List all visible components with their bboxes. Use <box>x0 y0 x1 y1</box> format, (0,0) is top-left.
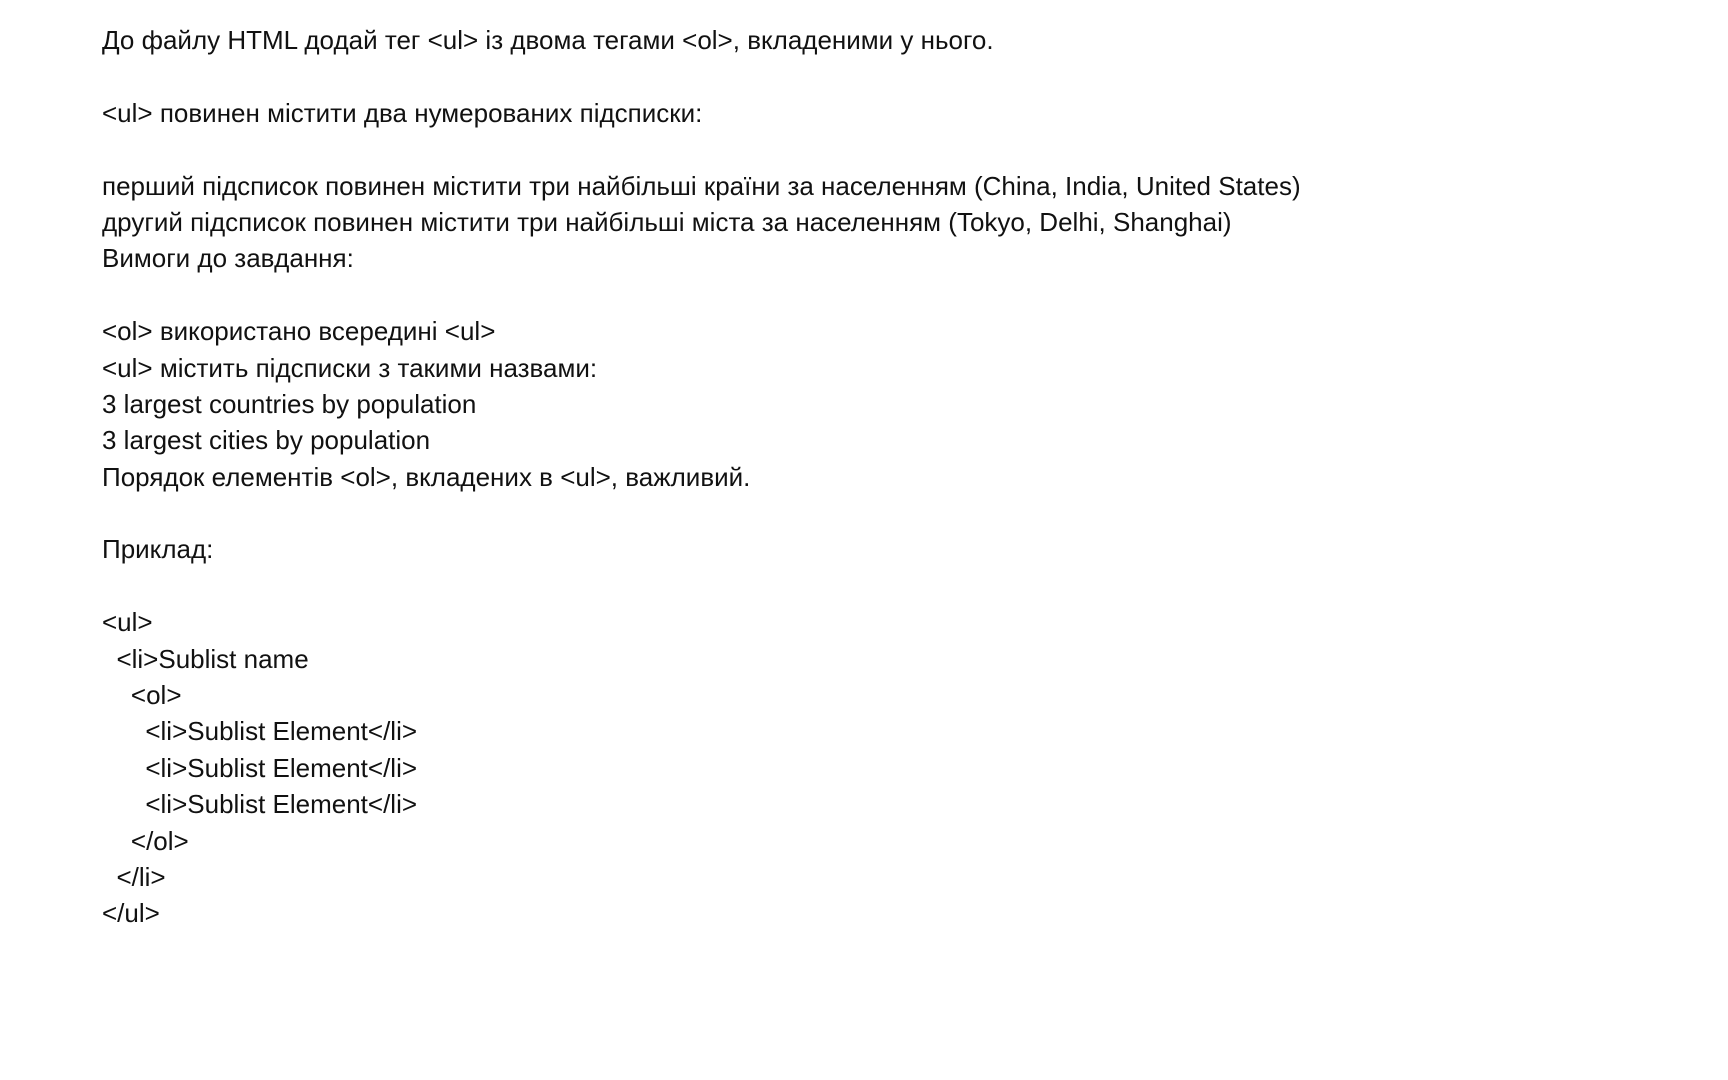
requirement-ul-names: <ul> містить підсписки з такими назвами: <box>102 352 598 383</box>
requirement-order: Порядок елементів <ol>, вкладених в <ul>, важливий. <box>102 461 751 492</box>
spacer <box>102 568 1662 604</box>
spacer <box>102 495 1662 531</box>
sublist-name-cities: 3 largest cities by population <box>102 425 431 456</box>
intro-text: До файлу HTML додай тег <ul> із двома тегами <ol>, вкладеними у нього. <box>102 25 994 55</box>
spacer <box>102 131 1662 167</box>
task-document <box>102 22 1662 932</box>
requirements-heading: Вимоги до завдання: <box>102 243 354 274</box>
requirement-ol-inside-ul: <ol> використано всередині <ul> <box>102 316 496 347</box>
spacer <box>102 277 1662 313</box>
code-line: </ol> <box>102 825 189 856</box>
code-line: <ol> <box>102 680 182 711</box>
ul-requirement-text: <ul> повинен містити два нумерованих підсписки: <box>102 97 703 128</box>
code-line: <li>Sublist name <box>102 643 309 674</box>
example-heading: Приклад: <box>102 534 214 565</box>
code-line: <li>Sublist Element</li> <box>102 752 418 783</box>
first-sublist-text: перший підсписок повинен містити три найбільші країни за населенням (China, India, United States) <box>102 170 1301 201</box>
code-line: <ul> <box>102 607 153 638</box>
code-line: </li> <box>102 861 166 892</box>
code-line: </ul> <box>102 898 160 929</box>
sublist-name-countries: 3 largest countries by population <box>102 388 477 419</box>
code-line: <li>Sublist Element</li> <box>102 789 418 820</box>
spacer <box>102 58 1662 94</box>
code-line: <li>Sublist Element</li> <box>102 716 418 747</box>
second-sublist-text: другий підсписок повинен містити три найбільші міста за населенням (Tokyo, Delhi, Shanghai) <box>102 206 1232 237</box>
